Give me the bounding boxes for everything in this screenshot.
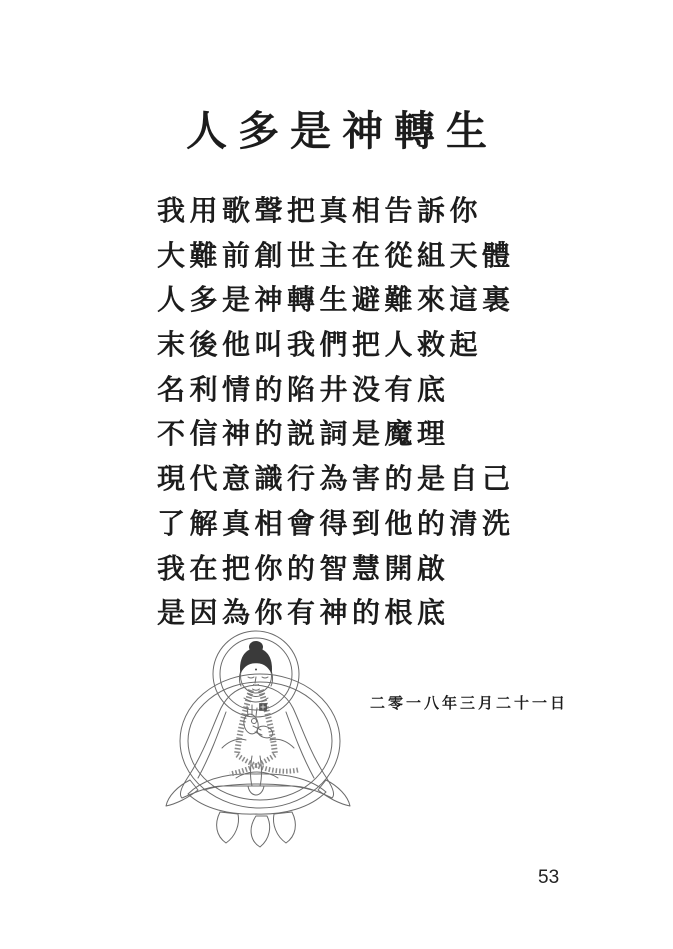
lotus-base bbox=[166, 780, 350, 847]
poem-line: 是因為你有神的根底 bbox=[157, 598, 450, 630]
poem-body bbox=[157, 190, 515, 637]
poem-line: 不信神的説詞是魔理 bbox=[157, 419, 450, 451]
poem-line: 現代意識行為害的是自己 bbox=[157, 464, 515, 496]
poem-line: 名利情的陷井没有底 bbox=[157, 374, 450, 406]
page-title: 人多是神轉生 bbox=[186, 108, 498, 154]
seated-buddha-illustration bbox=[160, 628, 356, 856]
poem-line: 我用歌聲把真相告訴你 bbox=[157, 196, 483, 227]
buddha-figure bbox=[166, 641, 350, 847]
date-caption: 二零一八年三月二十一日 bbox=[370, 696, 569, 712]
poem-line: 人多是神轉生避難來這裏 bbox=[157, 285, 515, 317]
page-number: 53 bbox=[538, 867, 560, 888]
poem-line: 了解真相會得到他的清洗 bbox=[157, 508, 515, 540]
poem-line: 末後他叫我們把人救起 bbox=[157, 330, 483, 362]
poem-line: 我在把你的智慧開啟 bbox=[157, 553, 450, 585]
poem-line: 大難前創世主在從組天體 bbox=[157, 240, 515, 272]
